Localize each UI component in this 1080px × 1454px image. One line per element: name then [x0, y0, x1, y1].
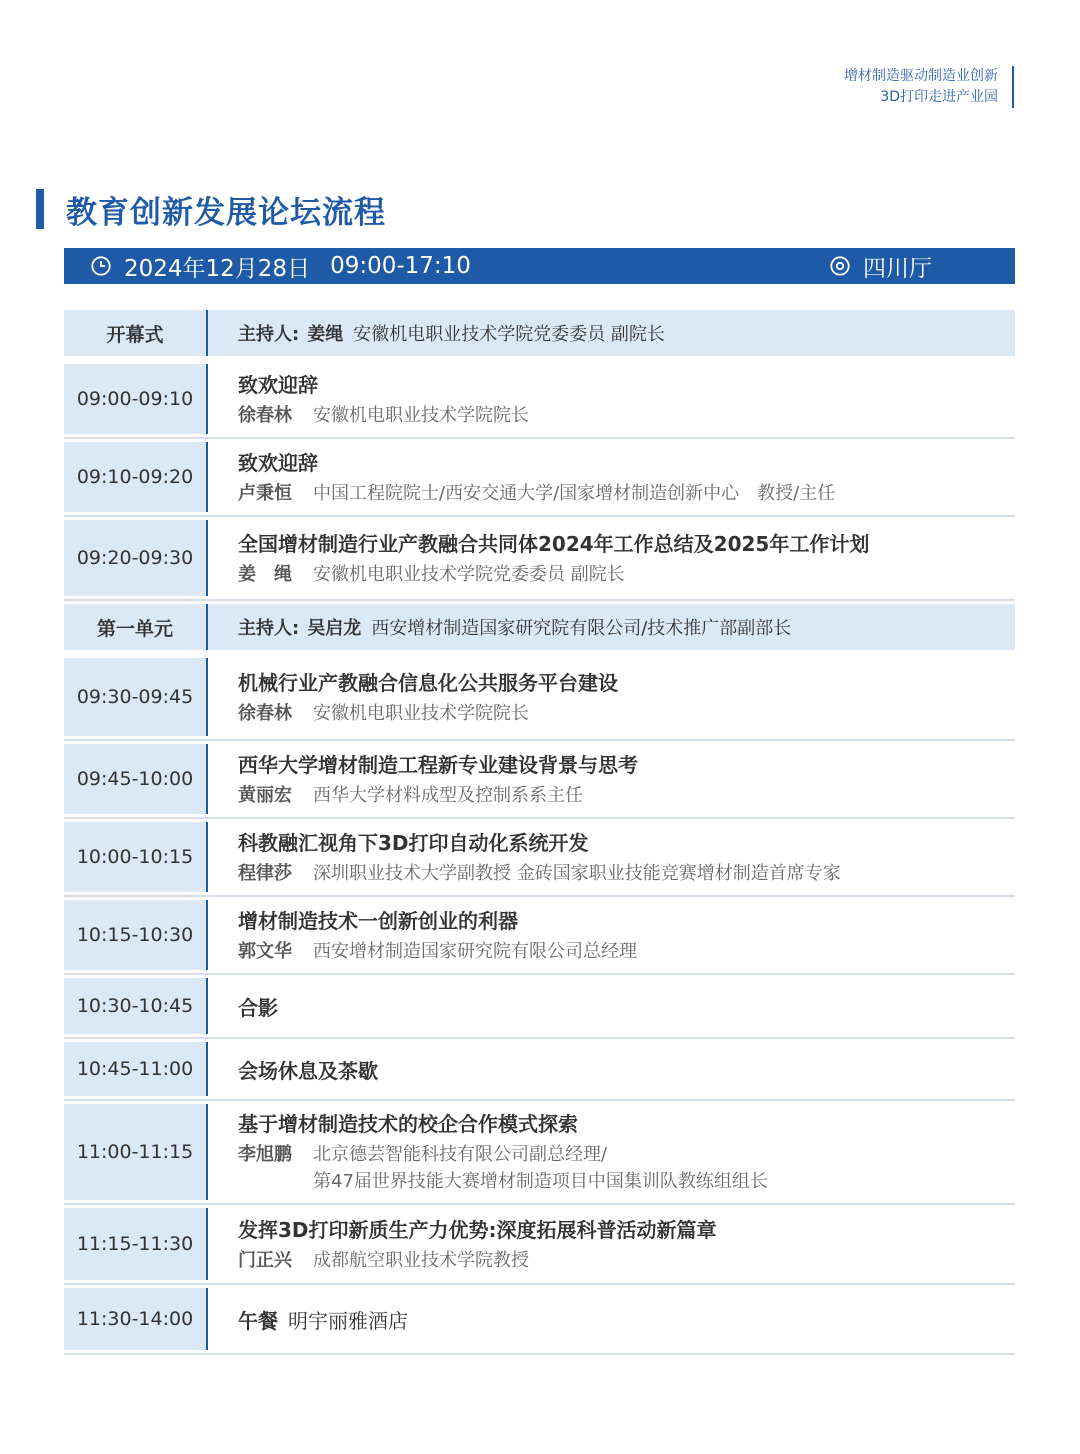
host-name: 吴启龙: [307, 618, 362, 639]
talk-title: 午餐: [238, 1308, 278, 1333]
speaker-name: 郭文华: [238, 940, 292, 962]
talk-content: [208, 744, 1015, 814]
talk-content: [208, 822, 1015, 892]
schedule-row: [64, 822, 1015, 892]
time-slot: 09:10-09:20: [64, 442, 208, 512]
schedule-row: [64, 978, 1015, 1034]
speaker-desc: [313, 1141, 768, 1195]
time-slot: 09:00-09:10: [64, 364, 208, 434]
time-slot: 11:15-11:30: [64, 1208, 208, 1280]
schedule-row: [64, 1208, 1015, 1280]
talk-title: 基于增材制造技术的校企合作模式探索: [238, 1112, 578, 1136]
speaker-desc: 安徽机电职业技术学院院长: [313, 702, 529, 724]
speaker-name: 卢秉恒: [238, 482, 292, 504]
header-tagline: [844, 66, 1014, 108]
schedule-row: [64, 900, 1015, 970]
schedule-row: [64, 442, 1015, 512]
talk-content: [208, 442, 1015, 512]
event-date: 2024年12月28日: [124, 255, 311, 282]
host-label: 主持人:: [238, 324, 300, 345]
title-accent-bar: [36, 189, 44, 229]
speaker-desc: 西安增材制造国家研究院有限公司总经理: [313, 940, 637, 962]
talk-content: [208, 978, 1015, 1034]
talk-content: [208, 1104, 1015, 1200]
speaker-desc-line1: 北京德芸智能科技有限公司副总经理/: [313, 1144, 608, 1165]
time-slot: 11:00-11:15: [64, 1104, 208, 1200]
venue-name: 四川厅: [863, 255, 932, 282]
speaker-line: [238, 1141, 1015, 1195]
talk-title: 西华大学增材制造工程新专业建设背景与思考: [238, 752, 638, 777]
speaker-name: 徐春林: [238, 702, 292, 724]
schedule-row: [64, 1104, 1015, 1200]
speaker-desc: 安徽机电职业技术学院院长: [313, 404, 529, 426]
schedule-row: [64, 1288, 1015, 1350]
speaker-name: 黄丽宏: [238, 784, 292, 806]
schedule-row: [64, 1042, 1015, 1096]
session-label: 第一单元: [64, 604, 208, 650]
event-time: 09:00-17:10: [330, 253, 471, 279]
page-title-block: [36, 188, 386, 230]
talk-title: 合影: [238, 995, 278, 1020]
talk-content: [208, 520, 1015, 596]
time-slot: 09:20-09:30: [64, 520, 208, 596]
time-slot: 09:45-10:00: [64, 744, 208, 814]
lunch-venue: 明宇丽雅酒店: [288, 1308, 408, 1333]
talk-title: 增材制造技术一创新创业的利器: [238, 908, 518, 933]
speaker-name: 徐春林: [238, 404, 292, 426]
session-row: [64, 310, 1015, 356]
host-label: 主持人:: [238, 618, 300, 639]
speaker-name: 程律莎: [238, 862, 292, 884]
speaker-line: [238, 480, 1015, 507]
speaker-line: [238, 1247, 1015, 1274]
speaker-line: [238, 782, 1015, 809]
clock-icon: [90, 255, 112, 277]
speaker-name: 门正兴: [238, 1249, 292, 1271]
talk-content: [208, 658, 1015, 736]
host-name: 姜绳: [307, 324, 344, 345]
talk-content: [208, 1042, 1015, 1096]
speaker-line: [238, 938, 1015, 965]
speaker-line: [238, 860, 1015, 887]
speaker-line: [238, 561, 1015, 588]
location-pin-icon: [829, 255, 851, 277]
time-slot: 10:15-10:30: [64, 900, 208, 970]
talk-title: 致欢迎辞: [238, 450, 318, 475]
schedule-table: [64, 310, 1015, 1358]
session-host: [208, 310, 1015, 356]
host-desc: 西安增材制造国家研究院有限公司/技术推广部副部长: [371, 618, 792, 639]
session-row: [64, 604, 1015, 650]
session-host: [208, 604, 1015, 650]
talk-content: [208, 900, 1015, 970]
speaker-name: 李旭鹏: [238, 1144, 292, 1165]
header-tagline-line2: 3D打印走进产业园: [880, 89, 998, 105]
event-info-bar: [64, 248, 1015, 284]
talk-content: [208, 1288, 1015, 1350]
page-title: 教育创新发展论坛流程: [66, 194, 386, 231]
talk-title: 会场休息及茶歇: [238, 1058, 378, 1083]
event-venue: [829, 250, 932, 283]
speaker-desc: 中国工程院院士/西安交通大学/国家增材制造创新中心 教授/主任: [313, 482, 836, 504]
speaker-name: 姜 绳: [238, 563, 292, 585]
speaker-desc: 深圳职业技术大学副教授 金砖国家职业技能竞赛增材制造首席专家: [313, 862, 841, 884]
talk-content: [208, 1208, 1015, 1280]
talk-title: 科教融汇视角下3D打印自动化系统开发: [238, 830, 589, 855]
session-label: 开幕式: [64, 310, 208, 356]
time-slot: 10:00-10:15: [64, 822, 208, 892]
time-slot: 09:30-09:45: [64, 658, 208, 736]
event-datetime: [90, 250, 471, 283]
talk-title: 全国增材制造行业产教融合共同体2024年工作总结及2025年工作计划: [238, 531, 870, 556]
talk-title: 机械行业产教融合信息化公共服务平台建设: [238, 670, 618, 695]
header-tagline-line1: 增材制造驱动制造业创新: [844, 68, 998, 84]
time-slot: 10:45-11:00: [64, 1042, 208, 1096]
speaker-desc-line2: 第47届世界技能大赛增材制造项目中国集训队教练组组长: [313, 1171, 768, 1192]
talk-title: 发挥3D打印新质生产力优势:深度拓展科普活动新篇章: [238, 1217, 717, 1242]
schedule-row: [64, 658, 1015, 736]
talk-title: 致欢迎辞: [238, 372, 318, 397]
host-desc: 安徽机电职业技术学院党委委员 副院长: [353, 324, 665, 345]
schedule-row: [64, 744, 1015, 814]
speaker-line: [238, 402, 1015, 429]
talk-content: [208, 364, 1015, 434]
speaker-desc: 成都航空职业技术学院教授: [313, 1249, 529, 1271]
speaker-line: [238, 700, 1015, 727]
speaker-desc: 西华大学材料成型及控制系系主任: [313, 784, 583, 806]
time-slot: 11:30-14:00: [64, 1288, 208, 1350]
time-slot: 10:30-10:45: [64, 978, 208, 1034]
speaker-desc: 安徽机电职业技术学院党委委员 副院长: [313, 563, 625, 585]
schedule-row: [64, 364, 1015, 434]
schedule-row: [64, 520, 1015, 596]
